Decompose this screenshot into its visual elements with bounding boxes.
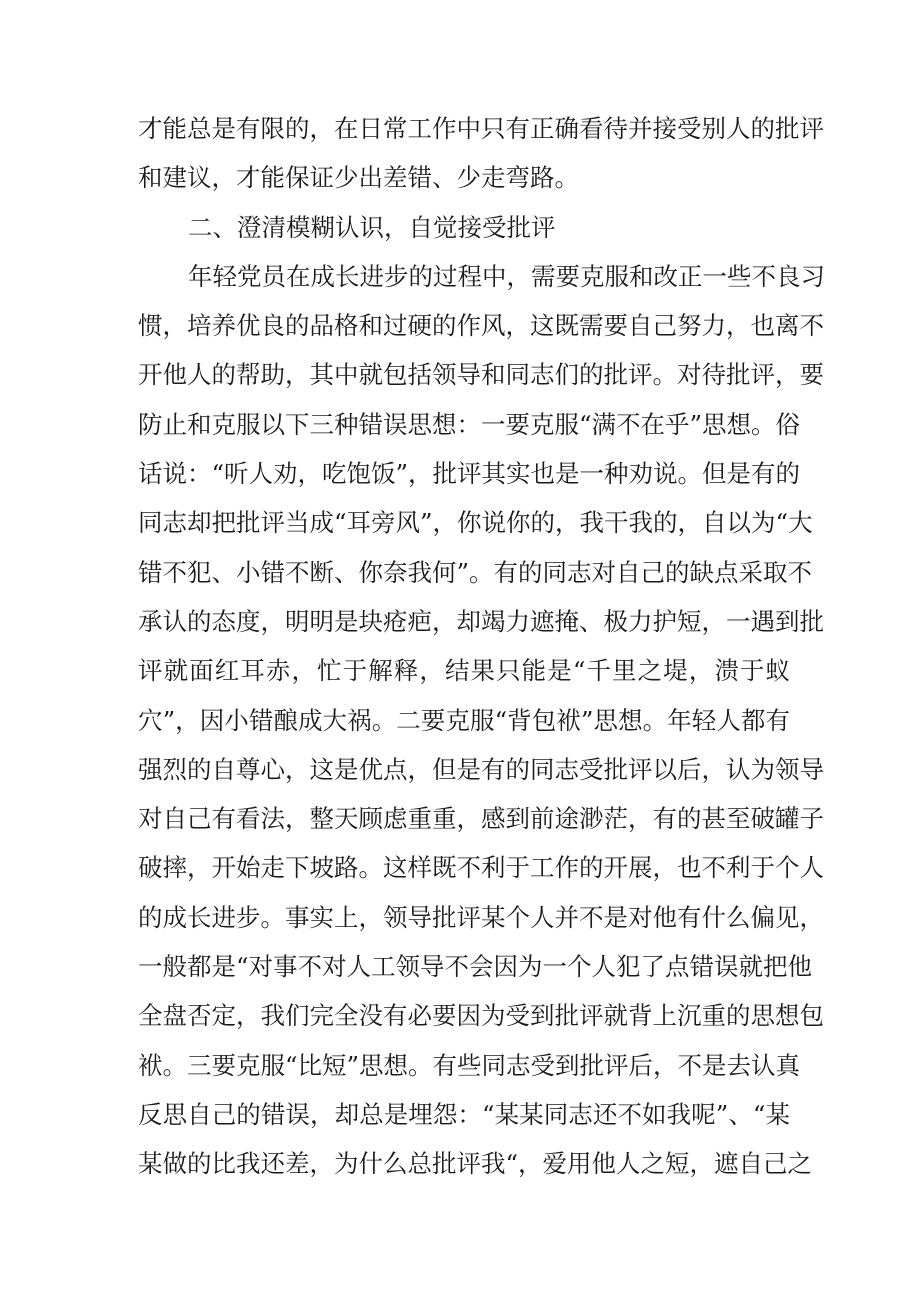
text-line: 年轻党员在成长进步的过程中，需要克服和改正一些不良习 bbox=[188, 261, 825, 291]
text-line: 对自己有看法，整天顾虑重重，感到前途渺茫，有的甚至破罐子 bbox=[138, 804, 824, 834]
text-line: 话说：“听人劝，吃饱饭”，批评其实也是一种劝说。但是有的 bbox=[138, 459, 801, 489]
text-line: 强烈的自尊心，这是优点，但是有的同志受批评以后，认为领导 bbox=[138, 754, 824, 784]
text-line: 错不犯、小错不断、你奈我何”。有的同志对自己的缺点采取不 bbox=[138, 557, 813, 587]
text-line: 开他人的帮助，其中就包括领导和同志们的批评。对待批评，要 bbox=[138, 360, 824, 390]
text-line: 惯，培养优良的品格和过硬的作风，这既需要自己努力，也离不 bbox=[138, 311, 824, 341]
text-line: 承认的态度，明明是块疮疤，却竭力遮掩、极力护短，一遇到批 bbox=[138, 606, 824, 636]
text-line: 评就面红耳赤，忙于解释，结果只能是“千里之堤，溃于蚁 bbox=[138, 656, 790, 686]
text-line: 破摔，开始走下坡路。这样既不利于工作的开展，也不利于个人 bbox=[138, 853, 824, 883]
text-line: 反思自己的错误，却总是埋怨：“某某同志还不如我呢”、“某 bbox=[138, 1099, 790, 1129]
text-line: 防止和克服以下三种错误思想：一要克服“满不在乎”思想。俗 bbox=[138, 409, 801, 439]
text-line: 和建议，才能保证少出差错、少走弯路。 bbox=[138, 163, 579, 193]
text-line: 才能总是有限的，在日常工作中只有正确看待并接受别人的批评 bbox=[138, 114, 824, 143]
section-heading: 二、澄清模糊认识，自觉接受批评 bbox=[188, 212, 556, 242]
text-line: 的成长进步。事实上，领导批评某个人并不是对他有什么偏见， bbox=[138, 902, 824, 932]
text-line: 一般都是“对事不对人工领导不会因为一个人犯了点错误就把他 bbox=[138, 952, 813, 982]
text-line: 袱。三要克服“比短”思想。有些同志受到批评后，不是去认真 bbox=[138, 1050, 801, 1080]
document-body bbox=[138, 104, 825, 1189]
text-line: 全盘否定，我们完全没有必要因为受到批评就背上沉重的思想包 bbox=[138, 1001, 824, 1031]
text-line: 某做的比我还差，为什么总批评我“，爱用他人之短，遮自己之 bbox=[138, 1149, 813, 1179]
text-line: 穴”，因小错酿成大祸。二要克服“背包袱”思想。年轻人都有 bbox=[138, 705, 790, 735]
text-line: 同志却把批评当成“耳旁风”，你说你的，我干我的，自以为“大 bbox=[138, 508, 813, 538]
